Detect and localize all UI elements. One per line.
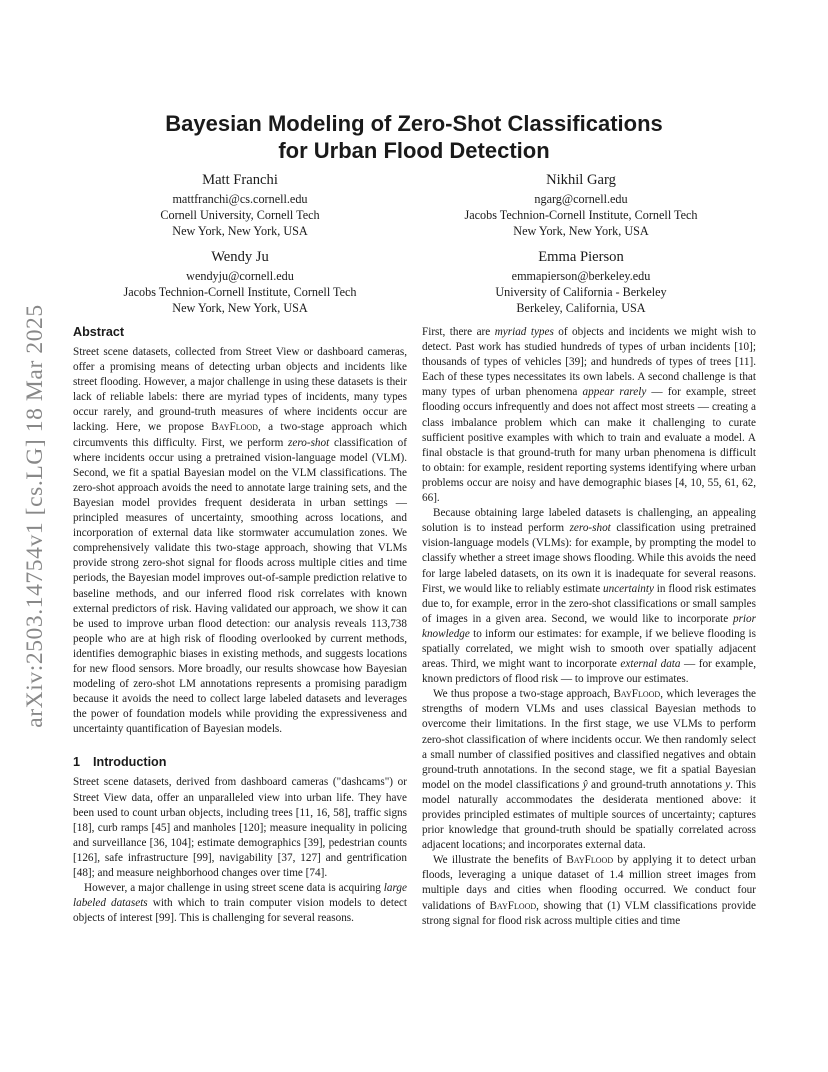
left-column (73, 324, 407, 926)
paper-title (72, 110, 756, 164)
intro-paragraph: Street scene datasets, derived from dashboard cameras ("dashcams") or Street View data, offer an unparalleled view into urban life. They have been used to count urban objects, including trees [11, 16, 58], traffic signs [18], curb ramps [45] and manholes [120]; measure inequality in policing and surveillance [36, 104]; estimate demographics [39], pedestrian counts [126], safe infrastructure [99], navigability [37, 127] and gentrification [48]; and measure neighborhood changes over time [74]. (73, 776, 407, 879)
author-block (401, 171, 761, 239)
section-heading: 1 Introduction (73, 755, 167, 770)
author-name: Wendy Ju (211, 249, 269, 265)
author-email: ngarg@cornell.edu (534, 192, 628, 206)
author-block (60, 248, 420, 316)
abstract-text: Street scene datasets, collected from Street View or dashboard cameras, offer a promising means of detecting urban objects and incidents like street flooding. However, a major challenge in using these datasets is their lack of reliable labels: there are myriad types of incidents, many types occur rarely, and ground-truth measures of where incidents occur are lacking. Here, we propose BayFlood, a two-stage approach which circumvents this difficulty. First, we perform zero-shot classification of where incidents occur using a pretrained vision-language model (VLM). Second, we fit a spatial Bayesian model on the VLM classifications. The zero-shot approach avoids the need to annotate large training sets, and the Bayesian model provides frequent desiderata in urban settings — principled measures of uncertainty, smoothing across locations, and incorporation of external data like stormwater accumulation zones. We comprehensively validate this two-stage approach, showing that VLMs provide strong zero-shot signal for floods across multiple cities and time periods, the Bayesian model improves out-of-sample prediction relative to baseline methods, and our inferred flood risk correlates with known external predictors of risk. Having validated our approach, we show it can be used to improve urban flood detection: our analysis reveals 113,738 people who are at high risk of flooding overlooked by current methods, identifies demographic biases in existing methods, and suggests locations for new flood sensors. More broadly, our results showcase how Bayesian modeling of zero-shot LM annotations represents a promising paradigm because it avoids the need to collect large labeled datasets and leverages the power of foundation models while providing the expressiveness and uncertainty quantification of Bayesian models. (73, 346, 407, 736)
author-name: Nikhil Garg (546, 172, 616, 188)
author-email: wendyju@cornell.edu (186, 269, 294, 283)
author-email: emmapierson@berkeley.edu (511, 269, 651, 283)
intro-paragraph: However, a major challenge in using street scene data is acquiring large labeled datasets with which to train computer vision models to detect objects of interest [99]. This is challenging for several reasons. (73, 882, 407, 925)
body-paragraph: We thus propose a two-stage approach, BayFlood, which leverages the strengths of modern VLMs and uses classical Bayesian methods to overcome their limitations. In the first stage, we use VLMs to perform zero-shot classification of where incidents occur. We then randomly select a small number of classified positives and classified negatives and obtain ground-truth annotations. In the second stage, we fit a spatial Bayesian model on the model classifications ŷ and ground-truth annotations y. This model naturally accommodates the desiderata mentioned above: it provides principled estimates of multiple sources of uncertainty; captures prior knowledge that ground-truth should be spatially correlated across adjacent locations; and incorporates external data. (422, 688, 757, 852)
author-block (60, 171, 420, 239)
title-line-2: for Urban Flood Detection (278, 138, 550, 163)
abstract-heading: Abstract (73, 325, 125, 339)
body-paragraph: First, there are myriad types of objects and incidents we might wish to detect. Past work has studied hundreds of types of urban incidents [10]; thousands of types of vehicles [39]; and hundreds of types of trees [11]. Each of these types necessitates its own labels. A second challenge is that many types of urban phenomena appear rarely — for example, street flooding occurs infrequently and does not affect most streets — creating a class imbalance problem which can make it challenging to curate sufficient positive examples with which to train and evaluate a model. A final obstacle is that ground-truth for many urban phenomena is difficult to obtain: for example, resident reporting systems identifying where urban problems occur are noisy and have demographic biases [4, 10, 55, 61, 62, 66]. (422, 326, 756, 505)
method-name: BayFlood (566, 854, 614, 867)
author-name: Emma Pierson (538, 249, 624, 265)
author-block (401, 248, 761, 316)
author-affiliation: Jacobs Technion-Cornell Institute, Cornell Tech (123, 285, 357, 299)
right-column (422, 325, 756, 929)
author-location: Berkeley, California, USA (516, 301, 646, 315)
method-name: BayFlood (211, 421, 258, 434)
author-name: Matt Franchi (202, 172, 278, 188)
author-affiliation: Cornell University, Cornell Tech (160, 208, 320, 222)
author-location: New York, New York, USA (513, 224, 649, 238)
author-affiliation: Jacobs Technion-Cornell Institute, Cornell Tech (464, 208, 698, 222)
body-paragraph: Because obtaining large labeled datasets is challenging, an appealing solution is to instead perform zero-shot classification using pretrained vision-language models (VLMs): for example, by prompting the model to classify whether a street image shows flooding. While this avoids the need for large labeled datasets, on its own it is inadequate for several reasons. First, we would like to reliably estimate uncertainty in flood risk estimates due to, for example, error in the zero-shot classifications or small samples of images in a given area. Second, we would like to incorporate prior knowledge to inform our estimates: for example, if we believe flooding is spatially correlated, we might wish to smooth over spatially adjacent areas. Third, we might want to incorporate external data — for example, known predictors of flood risk — to improve our estimates. (422, 507, 756, 686)
author-location: New York, New York, USA (172, 224, 308, 238)
method-name: BayFlood (613, 688, 661, 701)
body-paragraph: We illustrate the benefits of BayFlood by applying it to detect urban floods, leveraging a unique dataset of 1.4 million street images from multiple days and cities when flooding occurred. We conduct four validations of BayFlood, showing that (1) VLM classifications provide strong signal for flood risk across multiple cities and time (422, 854, 756, 927)
author-location: New York, New York, USA (172, 301, 308, 315)
arxiv-stamp: arXiv:2503.14754v1 [cs.LG] 18 Mar 2025 (22, 304, 48, 728)
author-email: mattfranchi@cs.cornell.edu (172, 192, 308, 206)
author-affiliation: University of California - Berkeley (495, 285, 667, 299)
method-name: BayFlood (489, 899, 537, 912)
title-line-1: Bayesian Modeling of Zero-Shot Classifications (165, 111, 663, 136)
